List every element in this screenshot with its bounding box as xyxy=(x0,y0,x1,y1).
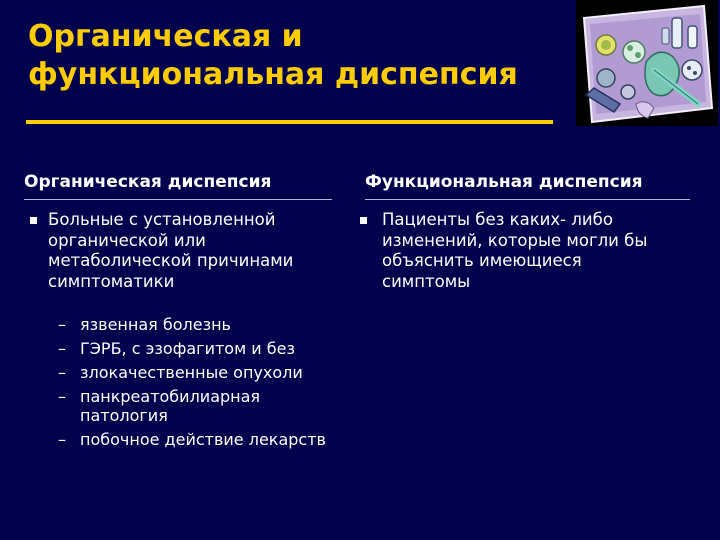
dash-marker: – xyxy=(58,430,66,449)
bullet-marker xyxy=(360,217,367,224)
list-item-text: злокачественные опухоли xyxy=(80,363,303,382)
list-item xyxy=(58,430,326,449)
list-item xyxy=(58,387,326,425)
left-column-heading: Органическая диспепсия xyxy=(24,172,272,192)
dash-marker: – xyxy=(58,339,66,358)
right-column-divider xyxy=(365,199,690,200)
dash-marker: – xyxy=(58,315,66,334)
dash-marker: – xyxy=(58,387,66,406)
left-column-divider xyxy=(24,199,332,200)
slide-title xyxy=(28,18,568,94)
right-bullet-line-3: объяснить имеющиеся xyxy=(382,251,582,270)
list-item xyxy=(58,339,326,358)
list-item xyxy=(58,363,326,382)
bullet-marker xyxy=(30,217,37,224)
left-bullet-line-2: органической или xyxy=(48,230,206,250)
right-bullet-text xyxy=(382,210,647,292)
list-item-text: панкреатобилиарная xyxy=(80,387,261,406)
dash-marker: – xyxy=(58,363,66,382)
title-line-2: функциональная диспепсия xyxy=(28,57,518,92)
organic-causes-list xyxy=(58,315,326,454)
left-bullet-text xyxy=(48,210,293,292)
list-item-text: язвенная болезнь xyxy=(80,315,231,334)
left-bullet-line-3: метаболической причинами xyxy=(48,251,294,270)
list-item-text: ГЭРБ, с эзофагитом и без xyxy=(80,339,295,358)
right-bullet-line-4: симптомы xyxy=(382,271,471,291)
right-column-heading: Функциональная диспепсия xyxy=(365,172,643,192)
title-line-1: Органическая и xyxy=(28,19,303,54)
right-bullet-line-1: Пациенты без каких- либо xyxy=(382,210,613,229)
title-underline xyxy=(26,120,553,124)
list-item-text: побочное действие лекарств xyxy=(80,430,326,449)
left-bullet-line-1: Больные с установленной xyxy=(48,210,276,229)
laboratory-research-clipart-icon xyxy=(576,0,718,126)
list-item-text: патология xyxy=(80,406,168,425)
left-bullet-line-4: симптоматики xyxy=(48,271,175,291)
list-item xyxy=(58,315,326,334)
right-bullet-line-2: изменений, которые могли бы xyxy=(382,230,648,250)
